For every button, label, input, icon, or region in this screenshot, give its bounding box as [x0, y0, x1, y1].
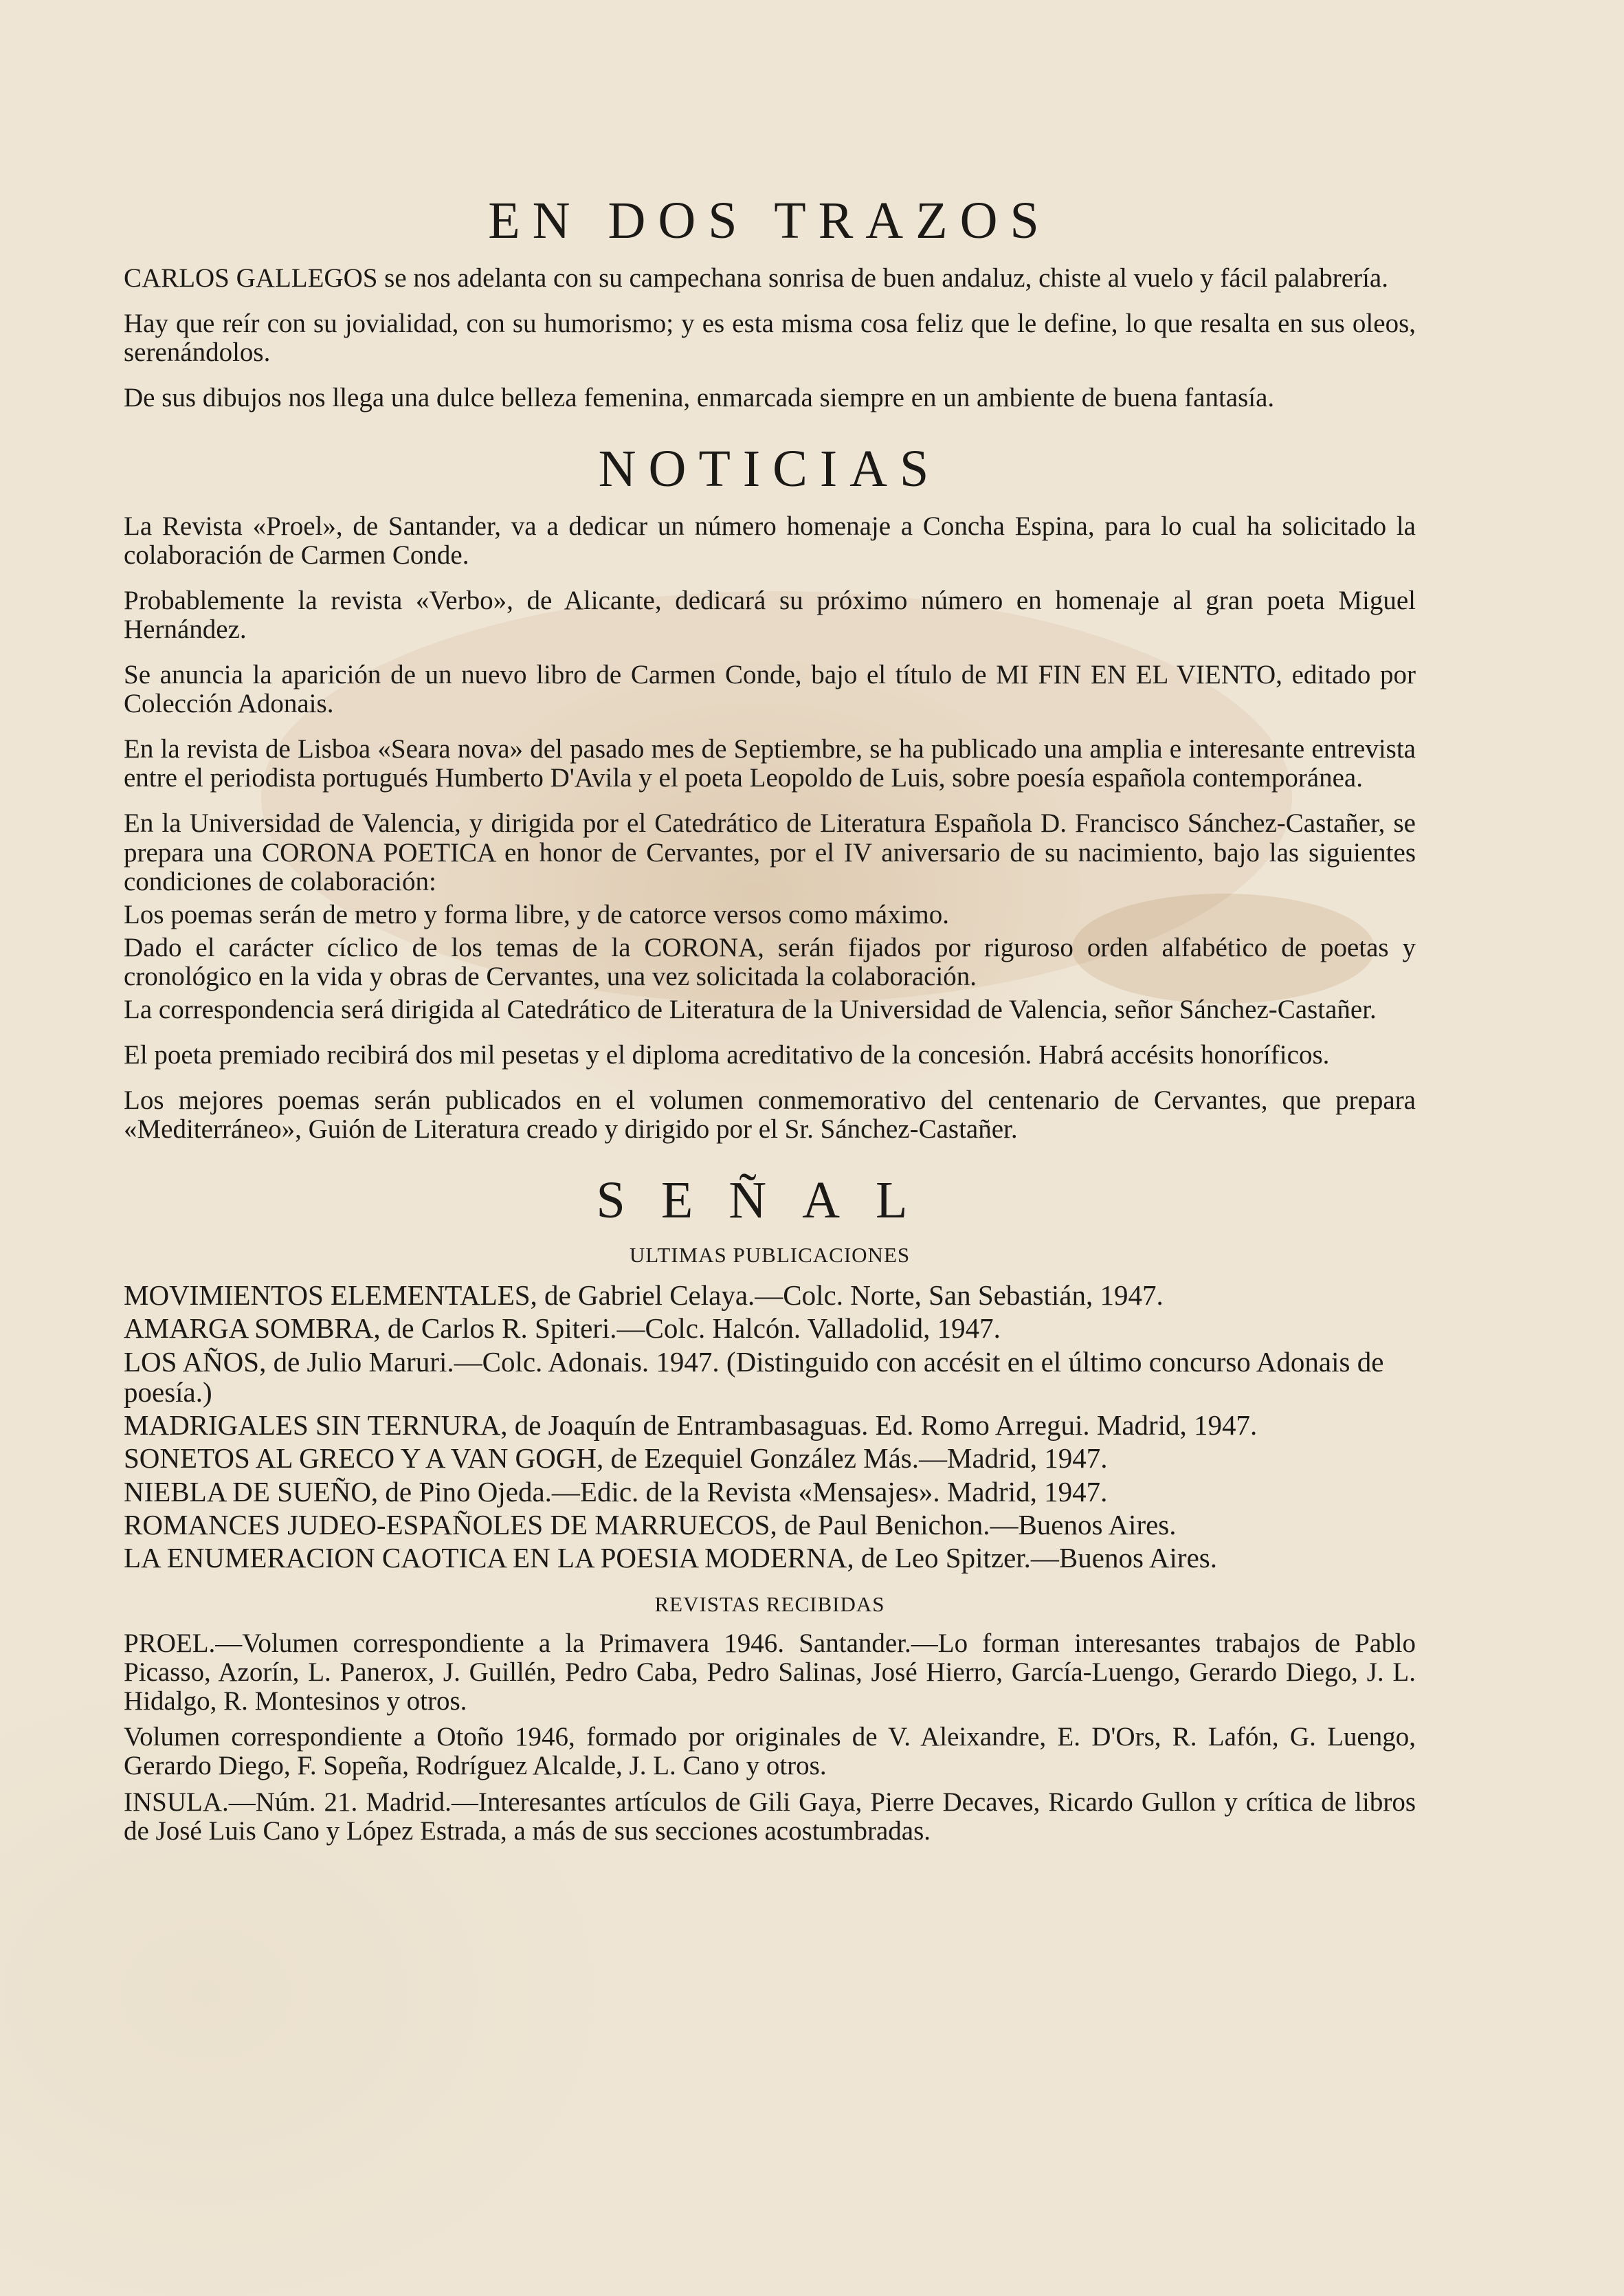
paragraph: CARLOS GALLEGOS se nos adelanta con su campechana sonrisa de buen andaluz, chiste al vuelo y fácil palabrería. — [124, 263, 1388, 294]
publication-entry: LA ENUMERACION CAOTICA EN LA POESIA MODERNA, de Leo Spitzer.—Buenos Aires. — [124, 1542, 1217, 1574]
publication-entry: ROMANCES JUDEO-ESPAÑOLES DE MARRUECOS, de Paul Benichon.—Buenos Aires. — [124, 1508, 1177, 1541]
publication-entry: MADRIGALES SIN TERNURA, de Joaquín de Entrambasaguas. Ed. Romo Arregui. Madrid, 1947. — [124, 1409, 1258, 1442]
paragraph: Los poemas serán de metro y forma libre, y de catorce versos como máximo. — [124, 899, 950, 929]
publication-entry: NIEBLA DE SUEÑO, de Pino Ojeda.—Edic. de la Revista «Mensajes». Madrid, 1947. — [124, 1475, 1108, 1508]
section-noticias — [124, 441, 1416, 1145]
paragraph: Probablemente la revista «Verbo», de Alicante, dedicará su próximo número en homenaje al gran poeta Miguel Hernández. — [124, 585, 1416, 644]
magazine-entry: INSULA.—Núm. 21. Madrid.—Interesantes artículos de Gili Gaya, Pierre Decaves, Ricardo Gullon y crítica de libros de José Luis Cano y López Estrada, a más de sus secciones acostumbradas. — [124, 1787, 1416, 1846]
paragraph: Hay que reír con su jovialidad, con su humorismo; y es esta misma cosa feliz que le define, lo que resalta en sus oleos, serenándolos. — [124, 309, 1416, 368]
section-title: EN DOS TRAZOS — [488, 192, 1052, 250]
section-en-dos-trazos — [124, 192, 1416, 413]
paragraph: El poeta premiado recibirá dos mil pesetas y el diploma acreditativo de la concesión. Habrá accésits honoríficos. — [124, 1040, 1330, 1070]
document-body — [124, 192, 1416, 1873]
paragraph: Dado el carácter cíclico de los temas de la CORONA, serán fijados por riguroso orden alfabético de poetas y cronológico en la vida y obras de Cervantes, una vez solicitada la colaboración. — [124, 932, 1416, 992]
paragraph: La Revista «Proel», de Santander, va a dedicar un número homenaje a Concha Espina, para lo cual ha solicitado la colaboración de Carmen Conde. — [124, 511, 1416, 570]
subheading-ultimas-publicaciones: ULTIMAS PUBLICACIONES — [629, 1242, 911, 1267]
paragraph: En la revista de Lisboa «Seara nova» del pasado mes de Septiembre, se ha publicado una amplia e interesante entrevista entre el periodista portugués Humberto D'Avila y el poeta Leopoldo de Luis, sobre poesía española contemporánea. — [124, 734, 1416, 793]
section-senal — [124, 1172, 1416, 1846]
magazine-entry: Volumen correspondiente a Otoño 1946, formado por originales de V. Aleixandre, E. D'Ors, R. Lafón, G. Luengo, Gerardo Diego, F. Sopeña, Rodríguez Alcalde, J. L. Cano y otros. — [124, 1722, 1416, 1781]
paragraph: De sus dibujos nos llega una dulce belleza femenina, enmarcada siempre en un ambiente de buena fantasía. — [124, 383, 1275, 413]
subheading-revistas-recibidas: REVISTAS RECIBIDAS — [654, 1591, 885, 1616]
paragraph: En la Universidad de Valencia, y dirigida por el Catedrático de Literatura Española D. Francisco Sánchez-Castañer, se prepara una CORONA POETICA en honor de Cervantes, por el IV aniversario de su nacimiento, bajo las siguientes condiciones de colaboración: — [124, 808, 1416, 896]
paragraph: La correspondencia será dirigida al Catedrático de Literatura de la Universidad de Valencia, señor Sánchez-Castañer. — [124, 995, 1377, 1025]
publication-entry: MOVIMIENTOS ELEMENTALES, de Gabriel Celaya.—Colc. Norte, San Sebastián, 1947. — [124, 1279, 1164, 1312]
publication-entry: SONETOS AL GRECO Y A VAN GOGH, de Ezequiel González Más.—Madrid, 1947. — [124, 1442, 1108, 1475]
publication-entry: LOS AÑOS, de Julio Maruri.—Colc. Adonais. 1947. (Distinguido con accésit en el último concurso Adonais de poesía.) — [124, 1345, 1384, 1408]
paragraph: Los mejores poemas serán publicados en el volumen conmemorativo del centenario de Cervantes, que prepara «Mediterráneo», Guión de Literatura creado y dirigido por el Sr. Sánchez-Castañer. — [124, 1085, 1416, 1145]
section-title: SEÑAL — [596, 1171, 944, 1229]
publication-entry: AMARGA SOMBRA, de Carlos R. Spiteri.—Colc. Halcón. Valladolid, 1947. — [124, 1312, 1001, 1345]
paragraph: Se anuncia la aparición de un nuevo libro de Carmen Conde, bajo el título de MI FIN EN EL VIENTO, editado por Colección Adonais. — [124, 660, 1416, 719]
section-title: NOTICIAS — [598, 439, 942, 498]
magazine-entry: PROEL.—Volumen correspondiente a la Primavera 1946. Santander.—Lo forman interesantes trabajos de Pablo Picasso, Azorín, L. Panerox, J. Guillén, Pedro Caba, Pedro Salinas, José Hierro, García-Luengo, Gerardo Diego, J. L. Hidalgo, R. Montesinos y otros. — [124, 1628, 1416, 1717]
